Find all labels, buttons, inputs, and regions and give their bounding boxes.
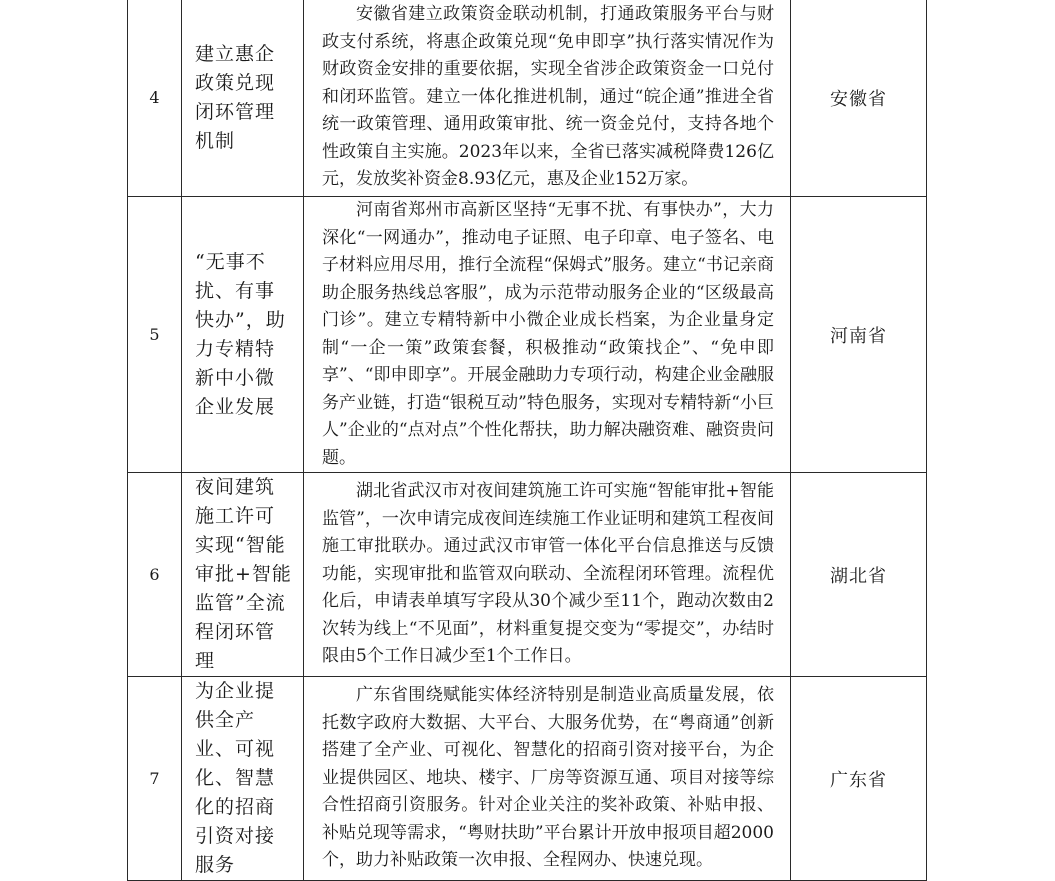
table-row [128, 677, 927, 881]
measure-name: 为企业提供全产业、可视化、智慧化的招商引资对接服务 [195, 680, 276, 876]
province: 湖北省 [791, 473, 927, 677]
measure-description-cell [304, 473, 791, 677]
province: 广东省 [791, 677, 927, 881]
row-number: 4 [128, 0, 182, 197]
row-number: 5 [128, 197, 182, 473]
table-row [128, 473, 927, 677]
province: 河南省 [791, 197, 927, 473]
table-row [128, 197, 927, 473]
measure-name: 建立惠企政策兑现闭环管理机制 [195, 42, 276, 152]
measure-description: 湖北省武汉市对夜间建筑施工许可实施“智能审批+智能监管”，一次申请完成夜间连续施工作业证明和建筑工程夜间施工审批联办。通过武汉市审管一体化平台信息推送与反馈功能，实现审批和监管双向联动、全流程闭环管理。流程优化后，申请表单填写字段从30个减少至11个，跑动次数由2次转为线上“不见面”，材料重复提交变为“零提交”，办结时限由5个工作日减少至1个工作日。 [322, 481, 774, 667]
measure-description: 河南省郑州市高新区坚持“无事不扰、有事快办”，大力深化“一网通办”，推动电子证照、电子印章、电子签名、电子材料应用尽用，推行全流程“保姆式”服务。建立“书记亲商助企服务热线总客服”，成为示范带动服务企业的“区级最高门诊”。建立专精特新中小微企业成长档案，为企业量身定制“一企一策”政策套餐，积极推动“政策找企”、“免申即享”、“即申即享”。开展金融助力专项行动，构建企业金融服务产业链，打造“银税互动”特色服务，实现对专精特新“小巨人”企业的“点对点”个性化帮扶，助力解决融资难、融资贵问题。 [322, 200, 774, 468]
measure-name-cell [182, 473, 304, 677]
measure-description: 安徽省建立政策资金联动机制，打通政策服务平台与财政支付系统，将惠企政策兑现“免申即享”执行落实情况作为财政资金安排的重要依据，实现全省涉企政策资金一口兑付和闭环监管。建立一体化推进机制，通过“皖企通”推进全省统一政策管理、通用政策审批、统一资金兑付，支持各地个性政策自主实施。2023年以来，全省已落实减税降费126亿元，发放奖补资金8.93亿元，惠及企业152万家。 [322, 4, 774, 190]
policy-table [127, 0, 927, 881]
measure-name: “无事不扰、有事快办”，助力专精特新中小微企业发展 [195, 250, 286, 418]
measure-name: 夜间建筑施工许可实现“智能审批+智能监管”全流程闭环管理 [195, 476, 292, 672]
row-number: 6 [128, 473, 182, 677]
measure-description: 广东省围绕赋能实体经济特别是制造业高质量发展，依托数字政府大数据、大平台、大服务优势，在“粤商通”创新搭建了全产业、可视化、智慧化的招商引资对接平台，为企业提供园区、地块、楼宇、厂房等资源互通、项目对接等综合性招商引资服务。针对企业关注的奖补政策、补贴申报、补贴兑现等需求，“粤财扶助”平台累计开放申报项目超2000个，助力补贴政策一次申报、全程网办、快速兑现。 [322, 685, 774, 871]
measure-name-cell [182, 677, 304, 881]
measure-description-cell [304, 677, 791, 881]
province: 安徽省 [791, 0, 927, 197]
row-number: 7 [128, 677, 182, 881]
measure-name-cell [182, 0, 304, 197]
table-row [128, 0, 927, 197]
measure-description-cell [304, 0, 791, 197]
measure-name-cell [182, 197, 304, 473]
measure-description-cell [304, 197, 791, 473]
